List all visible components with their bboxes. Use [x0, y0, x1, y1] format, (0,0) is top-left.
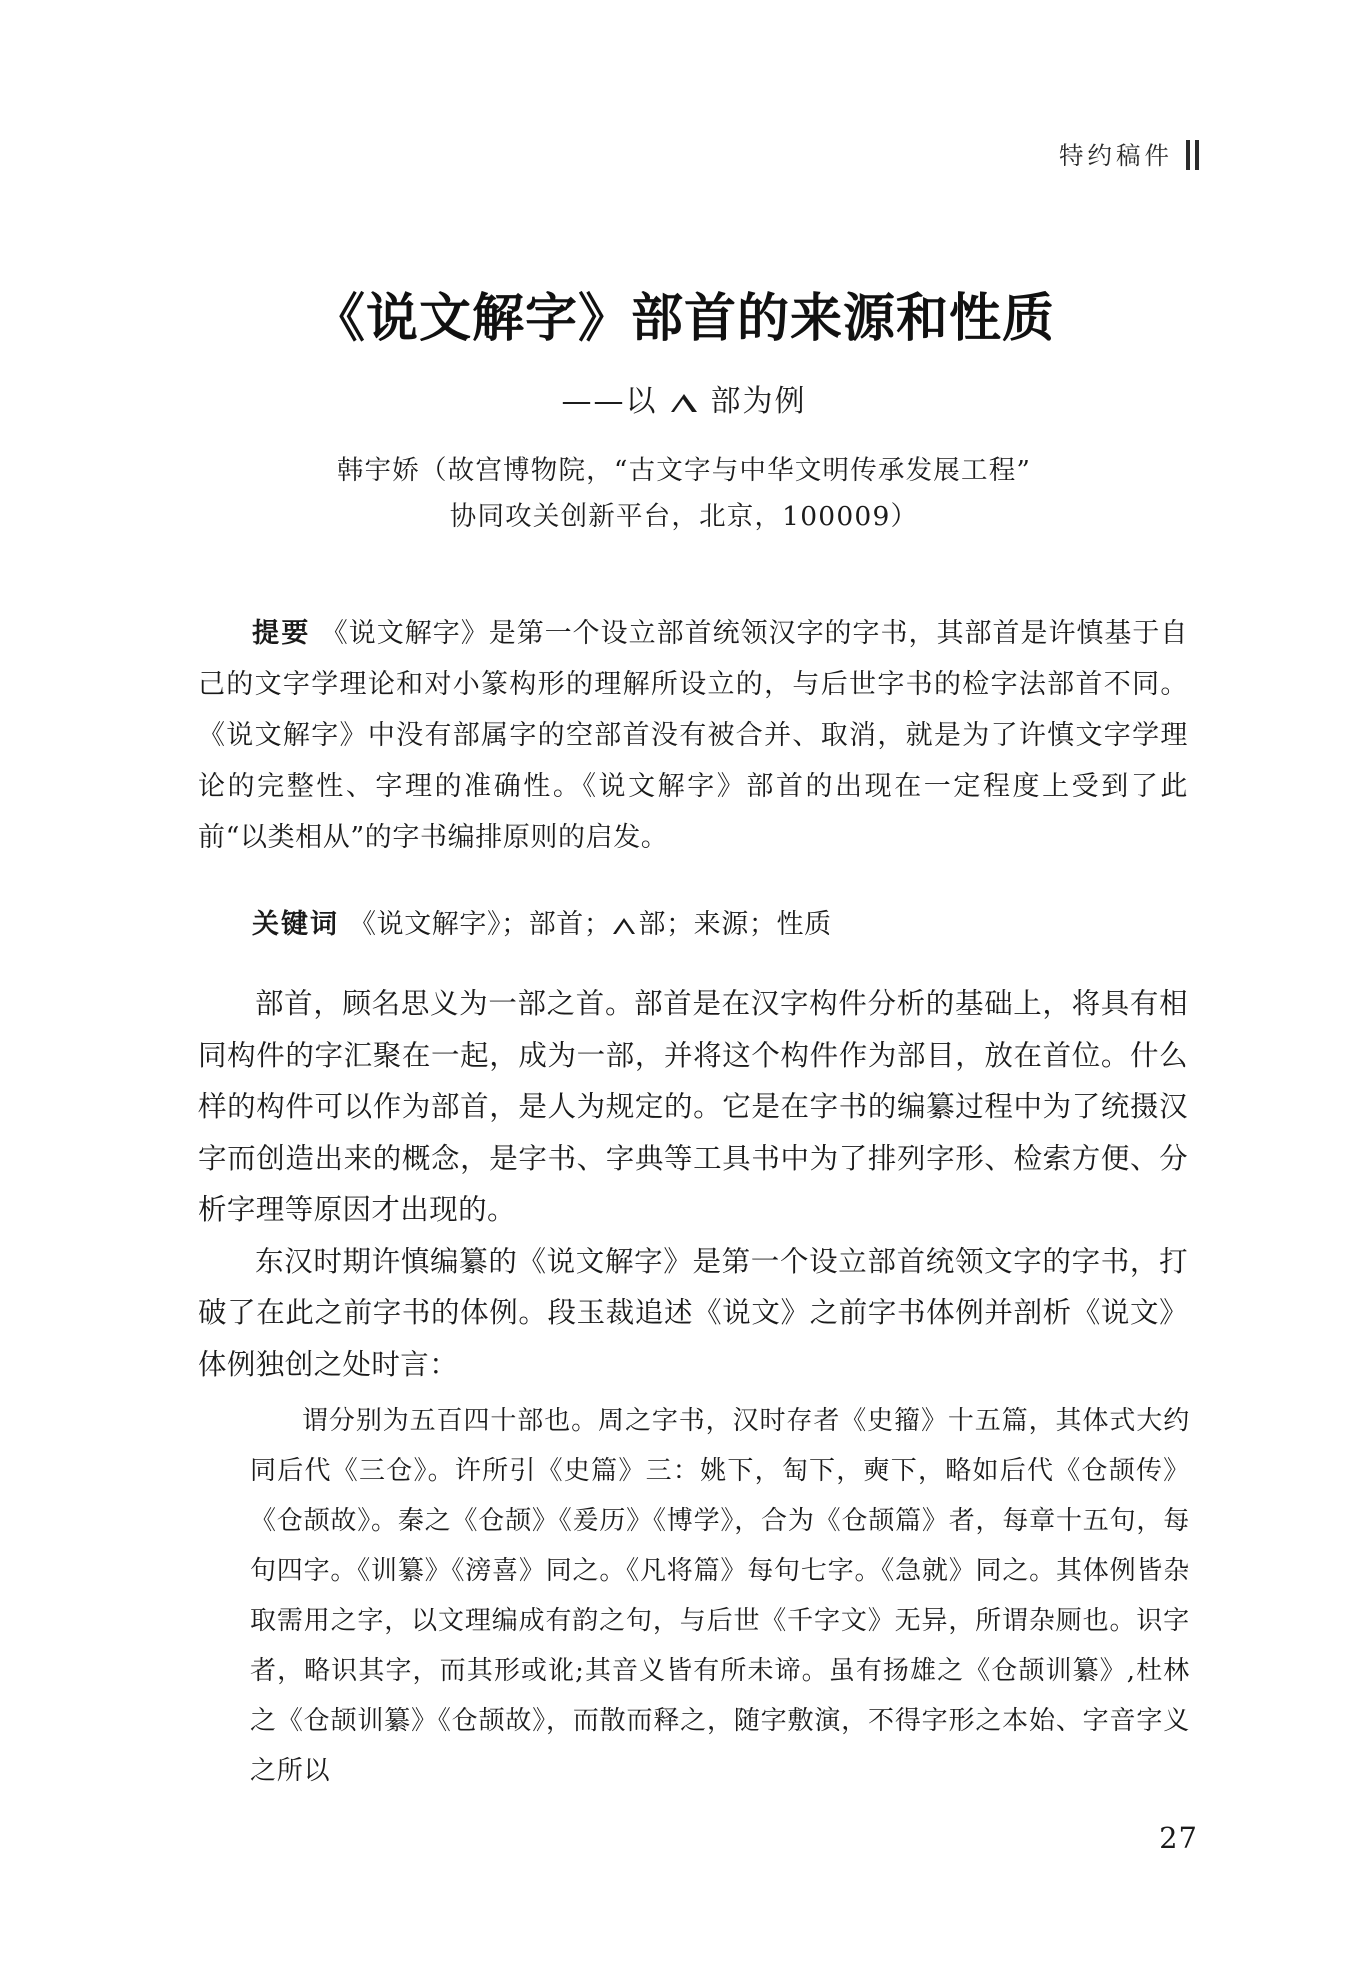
- title-block: [0, 288, 1368, 540]
- author-affiliation-line-2: 协同攻关创新平台，北京，100009）: [449, 500, 919, 532]
- abstract-label: 提要: [252, 618, 311, 649]
- abstract-paragraph: [198, 608, 1188, 863]
- running-head-label: 特约稿件: [1059, 141, 1173, 170]
- keywords-label: 关键词: [252, 909, 339, 940]
- keywords-text-after-glyph: 部；来源；性质: [638, 909, 832, 940]
- author-affiliation-block: [0, 448, 1368, 539]
- triangle-radical-icon: [613, 917, 637, 934]
- body-paragraph-1: 部首，顾名思义为一部之首。部首是在汉字构件分析的基础上，将具有相同构件的字汇聚在一起，成为一部，并将这个构件作为部目，放在首位。什么样的构件可以作为部首，是人为规定的。它是在字书的编纂过程中为了统摄汉字而创造出来的概念，是字书、字典等工具书中为了排列字形、检索方便、分析字理等原因才出现的。: [198, 987, 1188, 1226]
- quotation-text: 谓分别为五百四十部也。周之字书，汉时存者《史籀》十五篇，其体式大约同后代《三仓》。许所引《史篇》三：姚下，匋下，奭下，略如后代《仓颉传》《仓颉故》。秦之《仓颉》《爰历》《博学》，合为《仓颉篇》者，每章十五句，每句四字。《训纂》《滂喜》同之。《凡将篇》每句七字。《急就》同之。其体例皆杂取需用之字，以文理编成有韵之句，与后世《千字文》无异，所谓杂厕也。识字者，略识其字，而其形或讹;其音义皆有所未谛。虽有扬雄之《仓颉训纂》,杜林之《仓颉训纂》《仓颉故》，而散而释之，随字敷演，不得字形之本始、字音字义之所以: [250, 1406, 1190, 1786]
- abstract-text: 《说文解字》是第一个设立部首统领汉字的字书，其部首是许慎基于自己的文字学理论和对小篆构形的理解所设立的，与后世字书的检字法部首不同。《说文解字》中没有部属字的空部首没有被合并、取消，就是为了许慎文字学理论的完整性、字理的准确性。《说文解字》部首的出现在一定程度上受到了此前“以类相从”的字书编排原则的启发。: [198, 618, 1188, 853]
- double-vertical-rule-icon: [1186, 140, 1200, 170]
- abstract-block: [198, 608, 1188, 950]
- triangle-radical-icon: [671, 393, 697, 412]
- block-quotation: [250, 1396, 1190, 1796]
- page-number: 27: [1159, 1821, 1198, 1855]
- page-title: 《说文解字》部首的来源和性质: [312, 288, 1055, 349]
- article-subtitle-prefix: ——以: [561, 384, 658, 420]
- article-subtitle: [0, 376, 1368, 420]
- keywords-paragraph: [198, 899, 1188, 950]
- body-paragraph-2: 东汉时期许慎编纂的《说文解字》是第一个设立部首统领文字的字书，打破了在此之前字书的体例。段玉裁追述《说文》之前字书体例并剖析《说文》体例独创之处时言：: [198, 1244, 1188, 1381]
- running-head: [1059, 137, 1200, 172]
- article-subtitle-suffix: 部为例: [710, 384, 807, 420]
- body-block: [198, 978, 1188, 1390]
- author-affiliation-line-1: 韩宇娇（故宫博物院，“古文字与中华文明传承发展工程”: [336, 455, 1032, 487]
- keywords-text-before-glyph: 《说文解字》；部首；: [349, 909, 612, 940]
